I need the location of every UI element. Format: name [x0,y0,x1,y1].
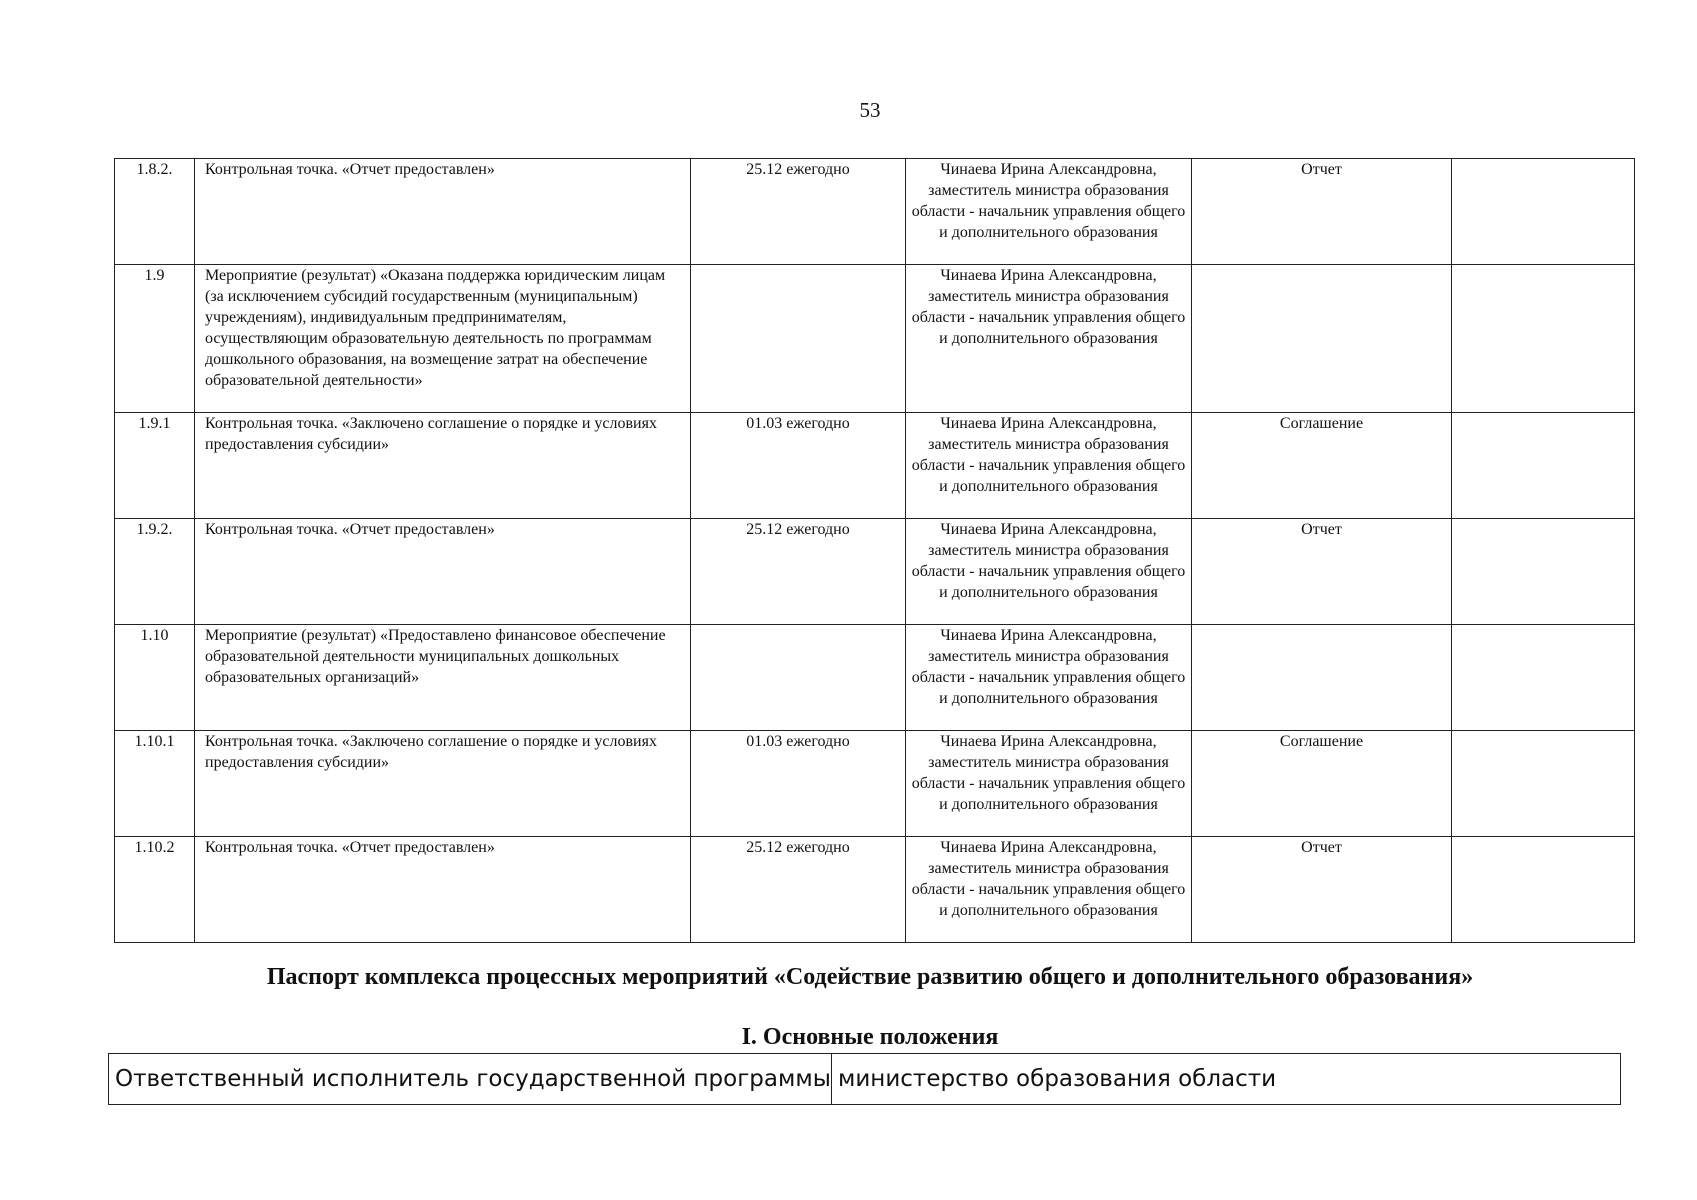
plan-table [114,158,1635,943]
row-responsible: Чинаева Ирина Александровна, заместитель министра образования области - начальник управления общего и дополнительного образования [906,159,1192,265]
row-responsible: Чинаева Ирина Александровна, заместитель министра образования области - начальник управления общего и дополнительного образования [906,413,1192,519]
table-row [115,837,1635,943]
passport-label: Ответственный исполнитель государственной программы [109,1054,832,1105]
table-row [115,731,1635,837]
table-row [115,625,1635,731]
row-extra [1452,519,1635,625]
table-row [109,1054,1621,1105]
row-number: 1.9.1 [115,413,195,519]
row-number: 1.10 [115,625,195,731]
row-name: Контрольная точка. «Заключено соглашение о порядке и условиях предоставления субсидии» [195,731,691,837]
row-name: Контрольная точка. «Отчет предоставлен» [195,159,691,265]
section-heading: I. Основные положения [741,1024,999,1050]
row-document: Отчет [1192,837,1452,943]
row-extra [1452,625,1635,731]
row-deadline [691,265,906,413]
row-number: 1.9 [115,265,195,413]
row-number: 1.10.1 [115,731,195,837]
row-document: Отчет [1192,519,1452,625]
row-document: Соглашение [1192,413,1452,519]
passport-value: министерство образования области [832,1054,1621,1105]
row-document: Отчет [1192,159,1452,265]
row-number: 1.10.2 [115,837,195,943]
page-number: 53 [859,98,881,122]
row-responsible: Чинаева Ирина Александровна, заместитель министра образования области - начальник управления общего и дополнительного образования [906,625,1192,731]
row-deadline: 01.03 ежегодно [691,413,906,519]
table-row [115,413,1635,519]
row-name: Мероприятие (результат) «Оказана поддержка юридическим лицам (за исключением субсидий государственным (муниципальным) учреждениям), индивидуальным предпринимателям, осуществляющим образовательную деятельность по программам дошкольного образования, на возмещение затрат на обеспечение образовательной деятельности» [195,265,691,413]
row-number: 1.9.2. [115,519,195,625]
row-deadline [691,625,906,731]
row-name: Контрольная точка. «Заключено соглашение о порядке и условиях предоставления субсидии» [195,413,691,519]
table-row [115,519,1635,625]
row-number: 1.8.2. [115,159,195,265]
table-row [115,265,1635,413]
row-responsible: Чинаева Ирина Александровна, заместитель министра образования области - начальник управления общего и дополнительного образования [906,837,1192,943]
row-responsible: Чинаева Ирина Александровна, заместитель министра образования области - начальник управления общего и дополнительного образования [906,265,1192,413]
row-name: Контрольная точка. «Отчет предоставлен» [195,837,691,943]
row-deadline: 01.03 ежегодно [691,731,906,837]
row-extra [1452,731,1635,837]
row-document: Соглашение [1192,731,1452,837]
row-document [1192,625,1452,731]
row-responsible: Чинаева Ирина Александровна, заместитель министра образования области - начальник управления общего и дополнительного образования [906,519,1192,625]
row-name: Мероприятие (результат) «Предоставлено финансовое обеспечение образовательной деятельности муниципальных дошкольных образовательных организаций» [195,625,691,731]
row-extra [1452,159,1635,265]
row-document [1192,265,1452,413]
passport-table [108,1053,1621,1105]
row-name: Контрольная точка. «Отчет предоставлен» [195,519,691,625]
passport-title: Паспорт комплекса процессных мероприятий «Содействие развитию общего и дополнительного образования» [266,964,1474,990]
row-extra [1452,413,1635,519]
row-deadline: 25.12 ежегодно [691,519,906,625]
row-responsible: Чинаева Ирина Александровна, заместитель министра образования области - начальник управления общего и дополнительного образования [906,731,1192,837]
row-deadline: 25.12 ежегодно [691,837,906,943]
row-deadline: 25.12 ежегодно [691,159,906,265]
row-extra [1452,265,1635,413]
row-extra [1452,837,1635,943]
table-row [115,159,1635,265]
